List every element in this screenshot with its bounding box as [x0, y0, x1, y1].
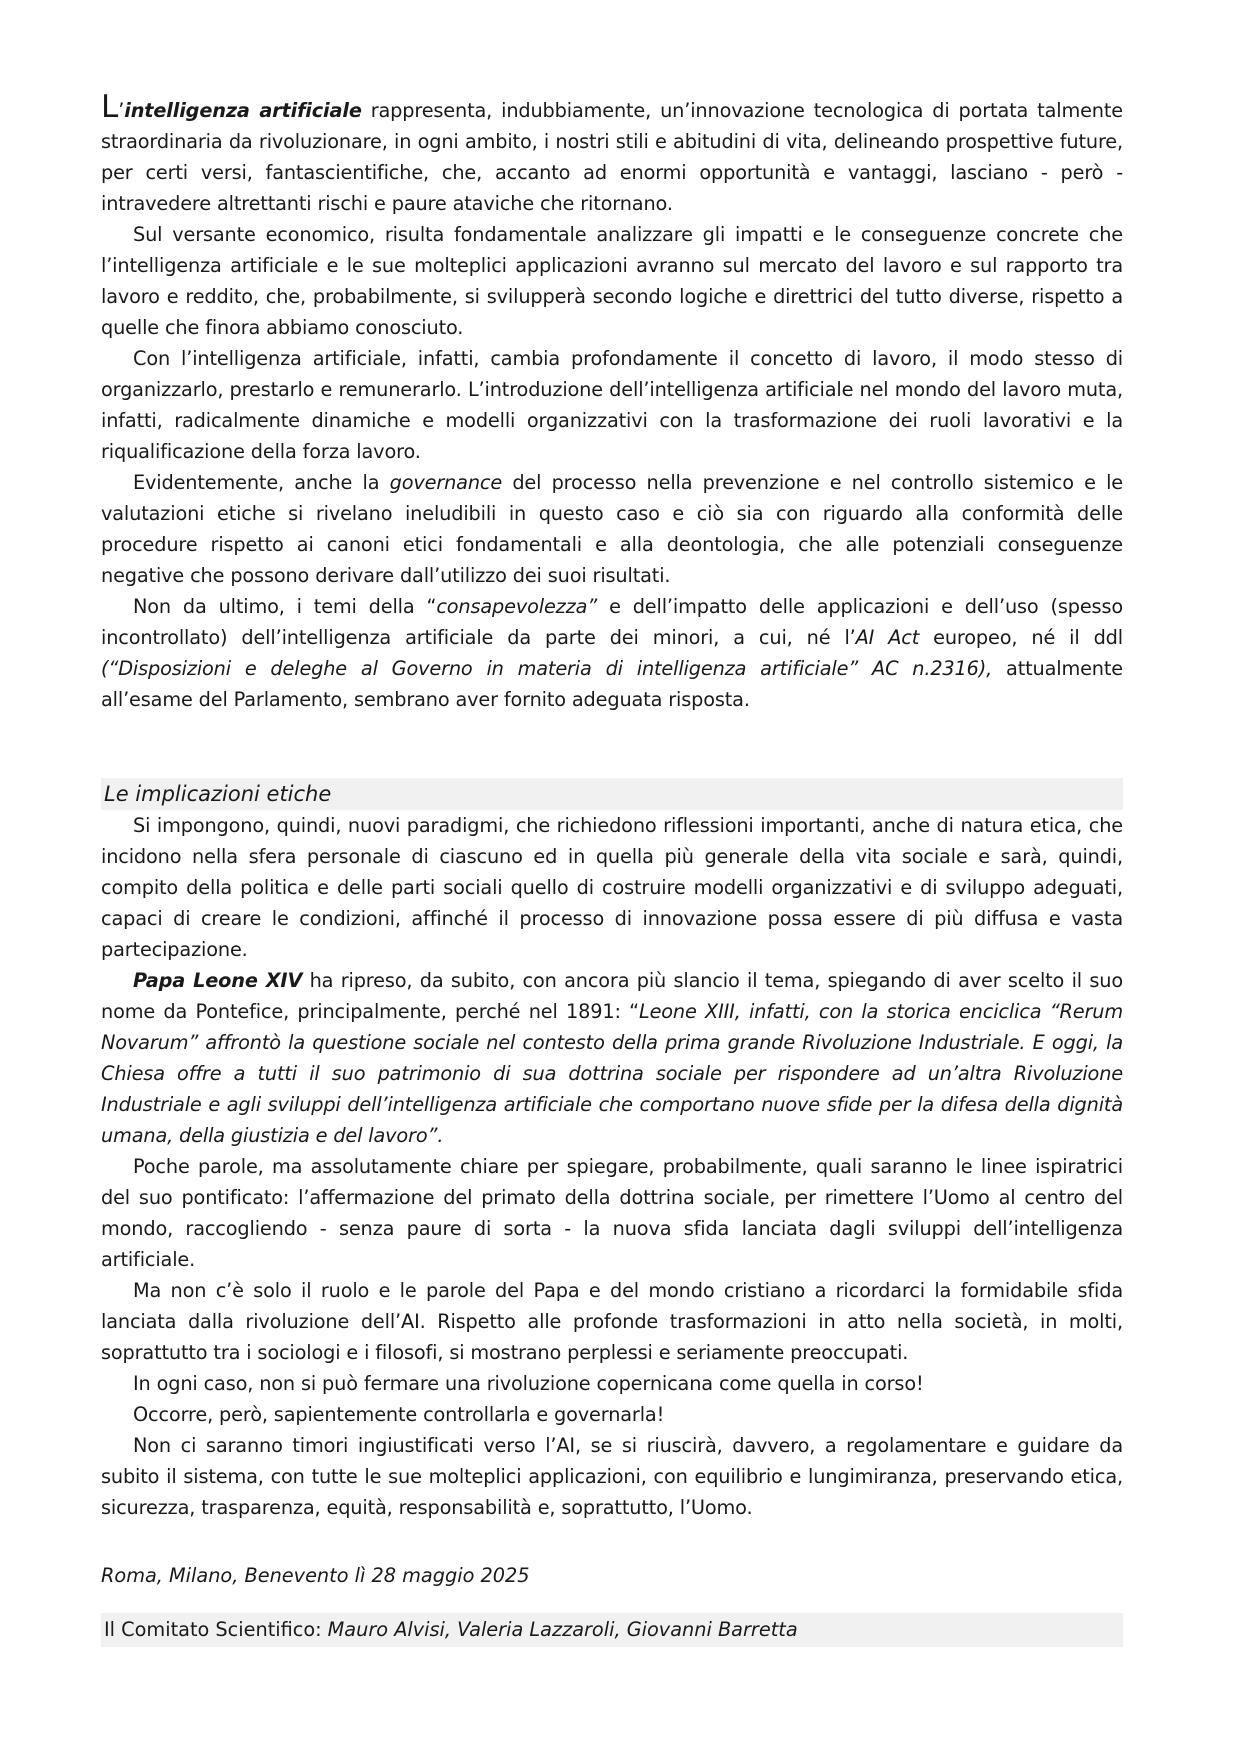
section-paragraph-6: Occorre, però, sapientemente controllarla e governarla! [133, 1403, 665, 1426]
key-term: intelligenza artificiale [124, 99, 362, 122]
section-paragraph-4: Ma non c’è solo il ruolo e le parole del Papa e del mondo cristiano a ricordarci la formidabile sfida lanciata dalla rivoluzione dell’AI. Rispetto alle profonde trasformazioni in atto nella società, in molti, soprattutto tra i sociologi e i filosofi, si mostrano perplessi e seriamente preoccupati. [101, 1279, 1123, 1364]
text-segment: Non da ultimo, i temi della “ [133, 595, 437, 618]
text-segment: e dell’impatto delle applicazioni e dell’uso (spesso incontrollato) dell’intelligenza artificiale da parte dei minori, a cui, né l’ [101, 595, 1123, 649]
intro-paragraph-4 [101, 467, 1123, 591]
section-paragraph-2 [101, 965, 1123, 1151]
intro-paragraph-1 [101, 89, 1123, 219]
text-segment: europeo, né il ddl [919, 626, 1123, 649]
pope-name: Papa Leone XIV [133, 969, 303, 992]
document-page [101, 89, 1123, 1647]
pope-quote: Leone XIII, infatti, con la storica enciclica “Rerum Novarum” affrontò la questione sociale nel contesto della prima grande Rivoluzione Industriale. E oggi, la Chiesa offre a tutti il suo patrimonio di sua dottrina sociale per rispondere ad un’altra Rivoluzione Industriale e agli sviluppi dell’intelligenza artificiale che comportano nuove sfide per la difesa della dignità umana, della giustizia e del lavoro”. [101, 1000, 1123, 1147]
committee-names: Mauro Alvisi, Valeria Lazzaroli, Giovanni Barretta [327, 1618, 798, 1641]
emphasis-consapevolezza: consapevolezza” [436, 595, 598, 618]
apostrophe: ’ [118, 99, 125, 122]
section-paragraph-7: Non ci saranno timori ingiustificati verso l’AI, se si riuscirà, davvero, a regolamentare e guidare da subito il sistema, con tutte le sue molteplici applicazioni, con equilibrio e lungimiranza, preservando etica, sicurezza, trasparenza, equità, responsabilità e, soprattutto, l’Uomo. [101, 1434, 1123, 1519]
text-segment: ha ripreso, da subito, con ancora più slancio il tema, spiegando di aver scelto il suo nome da Pontefice, principalmente, perché nel 1891: “ [101, 969, 1123, 1023]
emphasis-governance: governance [389, 471, 503, 494]
section-paragraph-5: In ogni caso, non si può fermare una rivoluzione copernicana come quella in corso! [133, 1372, 924, 1395]
drop-cap: L [101, 89, 119, 125]
intro-paragraph-5 [101, 591, 1123, 715]
text-segment: Evidentemente, anche la [133, 471, 390, 494]
intro-paragraph-1-text: rappresenta, indubbiamente, un’innovazione tecnologica di portata talmente straordinaria da rivoluzionare, in ogni ambito, i nostri stili e abitudini di vita, delineando prospettive future, per certi versi, fantascientifiche, che, accanto ad enormi opportunità e vantaggi, lasciano - però - intravedere altrettanti rischi e paure ataviche che ritornano. [101, 99, 1123, 215]
intro-paragraph-2: Sul versante economico, risulta fondamentale analizzare gli impatti e le conseguenze concrete che l’intelligenza artificiale e le sue molteplici applicazioni avranno sul mercato del lavoro e sul rapporto tra lavoro e reddito, che, probabilmente, si svilupperà secondo logiche e direttrici del tutto diverse, rispetto a quelle che finora abbiamo conosciuto. [101, 223, 1123, 339]
place-and-date: Roma, Milano, Benevento lì 28 maggio 2025 [101, 1564, 530, 1587]
section-paragraph-3: Poche parole, ma assolutamente chiare per spiegare, probabilmente, quali saranno le linee ispiratrici del suo pontificato: l’affermazione del primato della dottrina sociale, per rimettere l’Uomo al centro del mondo, raccogliendo - senza paure di sorta - la nuova sfida lanciata dagli sviluppi dell’intelligenza artificiale. [101, 1155, 1123, 1271]
emphasis-ai-act: AI Act [855, 626, 920, 649]
text-segment: del processo nella prevenzione e nel controllo sistemico e le valutazioni etiche si rivelano ineludibili in questo caso e ciò sia con riguardo alla conformità delle procedure rispetto ai canoni etici fondamentali e alla deontologia, che alle potenziali conseguenze negative che possono derivare dall’utilizzo dei suoi risultati. [101, 471, 1123, 587]
emphasis-ddl-title: (“Disposizioni e deleghe al Governo in materia di intelligenza artificiale” AC n.2316), [101, 657, 993, 680]
intro-paragraph-3: Con l’intelligenza artificiale, infatti, cambia profondamente il concetto di lavoro, il modo stesso di organizzarlo, prestarlo e remunerarlo. L’introduzione dell’intelligenza artificiale nel mondo del lavoro muta, infatti, radicalmente dinamiche e modelli organizzativi con la trasformazione dei ruoli lavorativi e la riqualificazione della forza lavoro. [101, 347, 1123, 463]
section-paragraph-1: Si impongono, quindi, nuovi paradigmi, che richiedono riflessioni importanti, anche di natura etica, che incidono nella sfera personale di ciascuno ed in quella più generale della vita sociale e sarà, quindi, compito della politica e delle parti sociali quello di costruire modelli organizzativi e di sviluppo adeguati, capaci di creare le condizioni, affinché il processo di innovazione possa essere di più diffusa e vasta partecipazione. [101, 814, 1123, 961]
section-heading: Le implicazioni etiche [101, 778, 1123, 810]
committee-signature [101, 1613, 1123, 1647]
text-segment: attualmente all’esame del Parlamento, sembrano aver fornito adeguata risposta. [101, 657, 1123, 711]
committee-label: Il Comitato Scientifico: [104, 1618, 322, 1641]
